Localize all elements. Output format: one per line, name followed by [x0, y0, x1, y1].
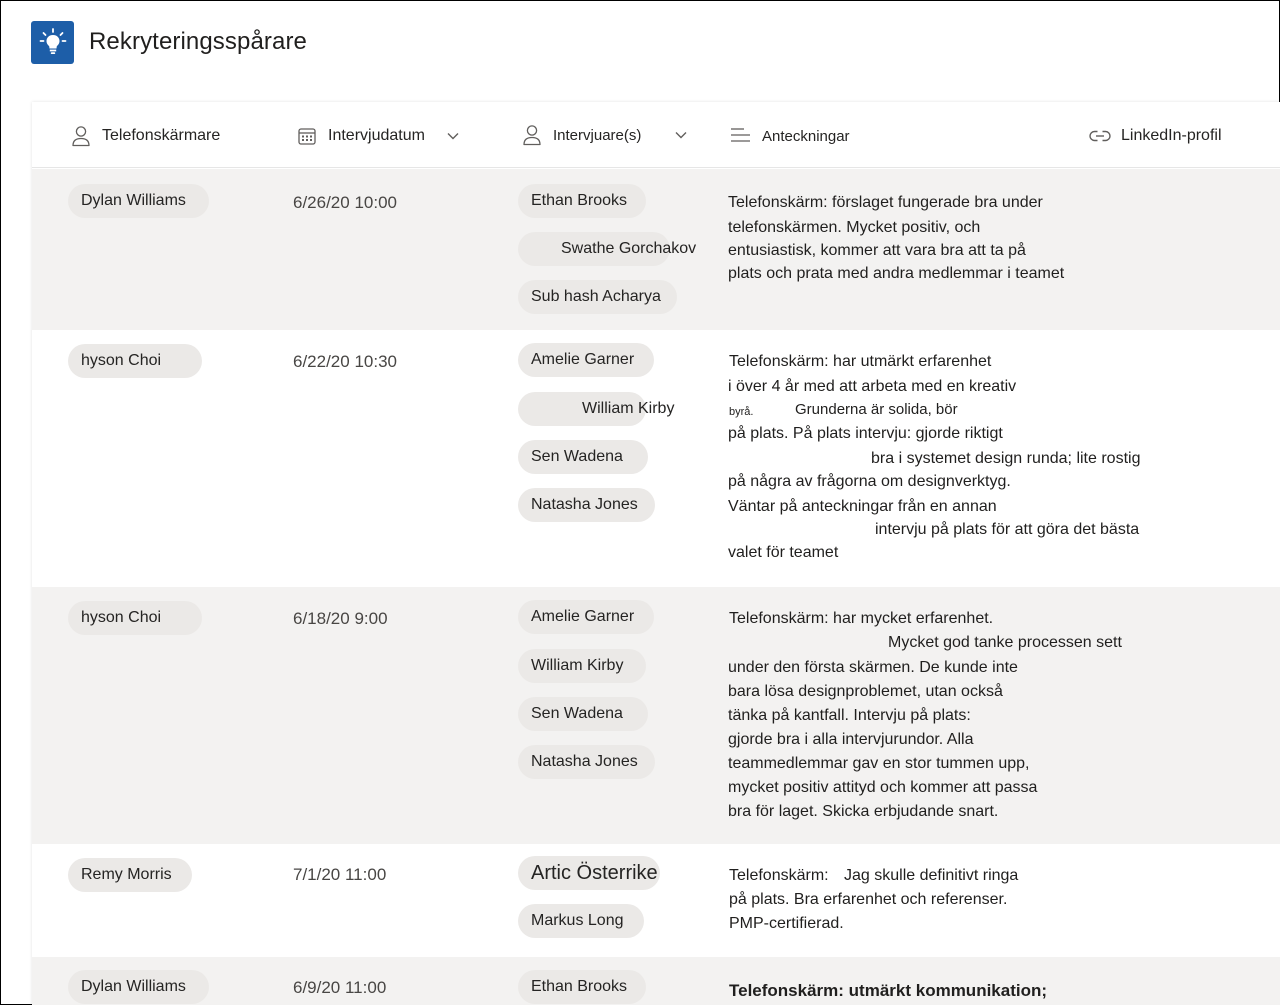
screener-chip[interactable]: Dylan Williams [68, 970, 209, 1004]
chevron-down-icon[interactable] [447, 132, 459, 140]
notes-text: plats och prata med andra medlemmar i teamet [728, 265, 1065, 282]
table-row[interactable] [32, 957, 1280, 1005]
notes-text: Telefonskärm: [729, 867, 829, 884]
notes-text: Väntar på anteckningar från en annan [728, 498, 997, 515]
notes-text: Telefonskärm: har utmärkt erfarenhet [729, 353, 992, 370]
interviewer-chip[interactable]: Amelie Garner [518, 343, 654, 377]
column-header-notes-label: Anteckningar [762, 127, 850, 145]
notes-text: bara lösa designproblemet, utan också [728, 683, 1003, 700]
column-header-notes[interactable] [730, 124, 850, 148]
notes-text: Grunderna är solida, bör [795, 401, 958, 418]
interviewer-chip[interactable]: Ethan Brooks [518, 970, 646, 1004]
interviewer-chip[interactable]: Markus Long [518, 904, 644, 938]
interviewer-chip[interactable]: Sen Wadena [518, 440, 648, 474]
table-row[interactable] [32, 844, 1280, 957]
notes-text: teammedlemmar gav en stor tummen upp, [728, 755, 1030, 772]
chevron-down-icon[interactable] [675, 131, 687, 139]
interviewer-chip[interactable]: Swathe Gorchakov [518, 232, 670, 266]
notes-text: entusiastisk, kommer att vara bra att ta på [728, 242, 1026, 259]
interview-date: 6/22/20 10:30 [293, 352, 397, 371]
column-header-interview-date[interactable] [296, 124, 459, 148]
interview-date: 7/1/20 11:00 [293, 865, 387, 884]
notes-text: byrå. [729, 406, 754, 418]
notes-text: på några av frågorna om designverktyg. [728, 473, 1011, 490]
notes-text: PMP-certifierad. [729, 915, 844, 932]
notes-text: bra för laget. Skicka erbjudande snart. [728, 803, 999, 820]
calendar-icon [296, 125, 318, 147]
interviewer-chip[interactable]: William Kirby [518, 649, 646, 683]
notes-text: gjorde bra i alla intervjurundor. Alla [728, 731, 974, 748]
interviewer-chip[interactable]: Natasha Jones [518, 488, 655, 522]
interviewer-chip[interactable]: Sen Wadena [518, 697, 648, 731]
notes-text: under den första skärmen. De kunde inte [728, 659, 1018, 676]
column-header-row [32, 102, 1280, 168]
notes-text: Jag skulle definitivt ringa [844, 867, 1019, 884]
column-header-interview-date-label: Intervjudatum [328, 127, 425, 144]
notes-text: mycket positiv attityd och kommer att passa [728, 779, 1038, 796]
interview-date: 6/18/20 9:00 [293, 609, 388, 628]
interview-date: 6/26/20 10:00 [293, 193, 397, 212]
notes-text: telefonskärmen. Mycket positiv, och [728, 219, 981, 236]
interviewer-chip[interactable]: Natasha Jones [518, 745, 655, 779]
notes-text: bra i systemet design runda; lite rostig [871, 450, 1141, 467]
column-header-screener-label: Telefonskärmare [102, 127, 221, 144]
notes-text: Telefonskärm: utmärkt kommunikation; [729, 981, 1048, 1000]
app-header [31, 20, 307, 64]
notes-text: valet för teamet [728, 544, 839, 561]
person-icon [521, 124, 543, 146]
link-icon [1089, 125, 1111, 147]
screener-chip[interactable]: Dylan Williams [68, 184, 209, 218]
screener-chip[interactable]: Remy Morris [68, 858, 192, 892]
notes-text: Telefonskärm: har mycket erfarenhet. [729, 610, 994, 627]
column-header-interviewers-label: Intervjuare(s) [553, 126, 642, 144]
notes-text: på plats. Bra erfarenhet och referenser. [729, 891, 1008, 908]
notes-text: Telefonskärm: förslaget fungerade bra under [728, 194, 1043, 211]
screener-chip[interactable]: hyson Choi [68, 344, 202, 378]
lightbulb-icon [31, 21, 74, 64]
column-header-screener[interactable] [70, 124, 220, 148]
interviewer-chip[interactable]: Sub hash Acharya [518, 280, 677, 314]
notes-text: tänka på kantfall. Intervju på plats: [728, 707, 971, 724]
person-icon [70, 125, 92, 147]
table-row[interactable] [32, 169, 1280, 330]
interviewer-chip[interactable]: Ethan Brooks [518, 184, 646, 218]
table-row[interactable] [32, 330, 1280, 587]
notes-text: på plats. På plats intervju: gjorde riktigt [728, 425, 1003, 442]
column-header-linkedin-label: LinkedIn-profil [1121, 127, 1222, 144]
interview-date: 6/9/20 11:00 [293, 978, 387, 997]
column-header-interviewers[interactable] [521, 123, 687, 147]
notes-text: Mycket god tanke processen sett [888, 634, 1122, 651]
text-lines-icon [730, 125, 752, 147]
interviewer-chip[interactable]: Amelie Garner [518, 600, 654, 634]
column-header-linkedin[interactable] [1089, 124, 1222, 148]
screener-chip[interactable]: hyson Choi [68, 601, 202, 635]
interviewer-chip[interactable]: Artic Österrike [518, 856, 660, 890]
tracker-list [32, 102, 1280, 1005]
app-title: Rekryteringsspårare [89, 28, 307, 55]
interviewer-chip[interactable]: William Kirby [518, 392, 646, 426]
notes-text: i över 4 år med att arbeta med en kreativ [728, 378, 1017, 395]
notes-text: intervju på plats för att göra det bästa [875, 521, 1140, 538]
table-row[interactable] [32, 587, 1280, 844]
